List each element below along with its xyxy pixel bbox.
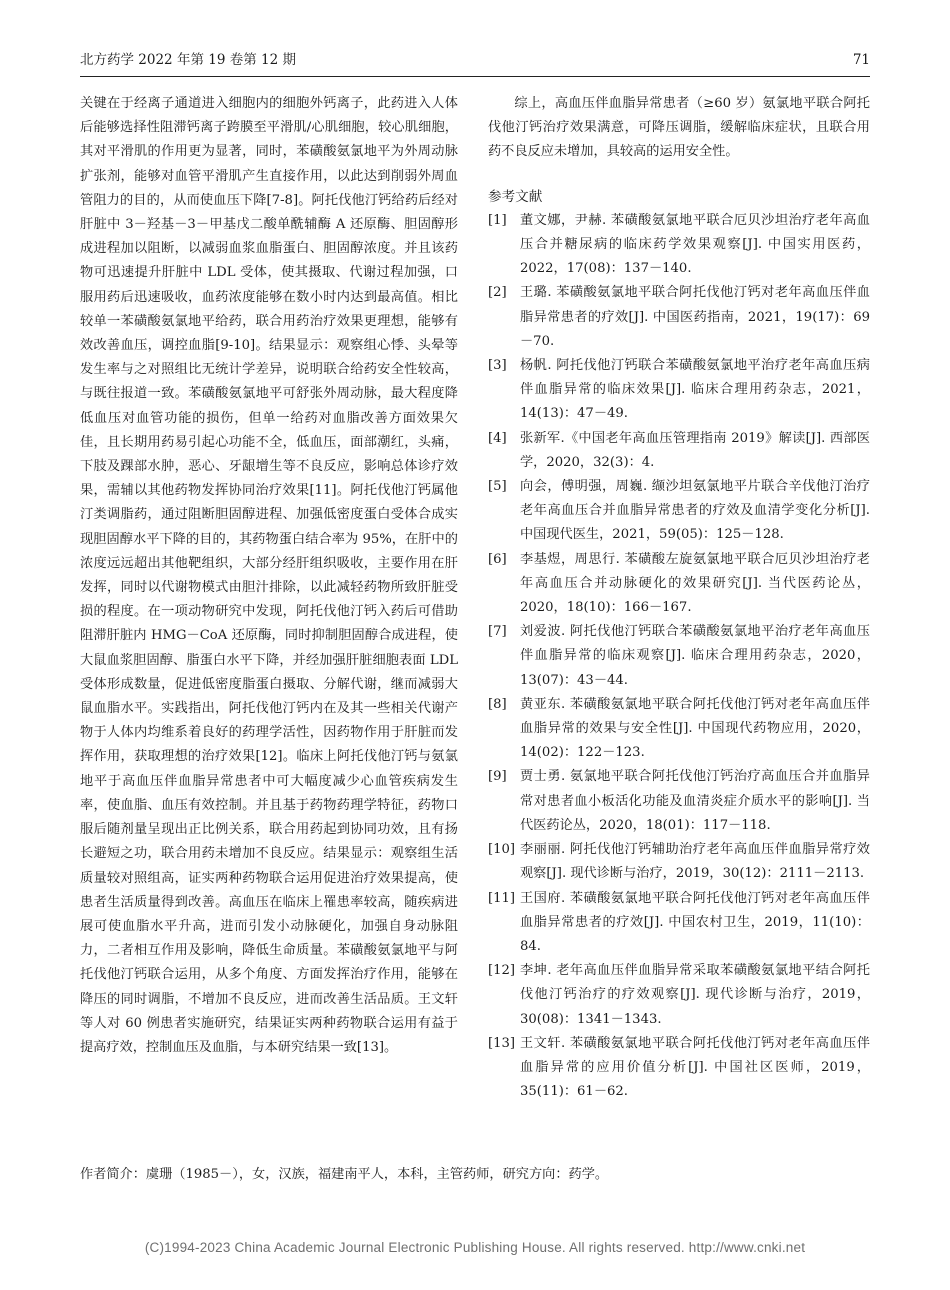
reference-text: 王璐. 苯磺酸氨氯地平联合阿托伐他汀钙对老年高血压伴血脂异常患者的疗效[J]. 中国医药指南，2021，19(17)：69－70. bbox=[520, 285, 870, 349]
reference-text: 李丽丽. 阿托伐他汀钙辅助治疗老年高血压伴血脂异常疗效观察[J]. 现代诊断与治疗，2019，30(12)：2111－2113. bbox=[520, 842, 870, 882]
reference-item bbox=[488, 354, 870, 427]
reference-number: [2] bbox=[488, 285, 507, 301]
reference-item bbox=[488, 427, 870, 475]
reference-text: 杨帆. 阿托伐他汀钙联合苯磺酸氨氯地平治疗老年高血压病伴血脂异常的临床效果[J]. 临床合理用药杂志，2021，14(13)：47－49. bbox=[520, 358, 870, 422]
reference-text: 向会，傅明强，周巍. 缬沙坦氨氯地平片联合辛伐他汀治疗老年高血压合并血脂异常患者的疗效及血清学变化分析[J]. 中国现代医生，2021，59(05)：125－128. bbox=[520, 479, 870, 543]
reference-text: 王国府. 苯磺酸氨氯地平联合阿托伐他汀钙对老年高血压伴血脂异常患者的疗效[J]. 中国农村卫生，2019，11(10)：84. bbox=[520, 890, 870, 954]
reference-item bbox=[488, 620, 870, 693]
reference-text: 张新军.《中国老年高血压管理指南 2019》解读[J]. 西部医学，2020，32(3)：4. bbox=[520, 430, 870, 470]
reference-item bbox=[488, 765, 870, 838]
reference-item bbox=[488, 475, 870, 548]
reference-text: 刘爱波. 阿托伐他汀钙联合苯磺酸氨氯地平治疗老年高血压伴血脂异常的临床观察[J]. 临床合理用药杂志，2020，13(07)：43－44. bbox=[520, 624, 870, 688]
conclusion-paragraph: 综上，高血压伴血脂异常患者（≥60 岁）氨氯地平联合阿托伐他汀钙治疗效果满意，可降压调脂，缓解临床症状，且联合用药不良反应未增加，具较高的运用安全性。 bbox=[488, 96, 870, 160]
reference-number: [3] bbox=[488, 358, 507, 374]
reference-list bbox=[488, 209, 870, 1105]
reference-number: [4] bbox=[488, 430, 507, 446]
reference-number: [5] bbox=[488, 479, 507, 495]
reference-number: [10] bbox=[488, 842, 516, 858]
reference-text: 王文轩. 苯磺酸氨氯地平联合阿托伐他汀钙对老年高血压伴血脂异常的应用价值分析[J]. 中国社区医师，2019，35(11)：61－62. bbox=[520, 1035, 870, 1100]
reference-text: 贾士勇. 氨氯地平联合阿托伐他汀钙治疗高血压合并血脂异常对患者血小板活化功能及血清炎症介质水平的影响[J]. 当代医药论丛，2020，18(01)：117－118. bbox=[520, 769, 870, 833]
reference-text: 黄亚东. 苯磺酸氨氯地平联合阿托伐他汀钙对老年高血压伴血脂异常的效果与安全性[J]. 中国现代药物应用，2020，14(02)：122－123. bbox=[520, 696, 870, 761]
running-header bbox=[80, 50, 870, 77]
author-bio: 作者简介：虞珊（1985－），女，汉族，福建南平人，本科，主管药师，研究方向：药学。 bbox=[80, 1167, 609, 1182]
reference-text: 董文娜，尹赫. 苯磺酸氨氯地平联合厄贝沙坦治疗老年高血压合并糖尿病的临床药学效果观察[J]. 中国实用医药，2022，17(08)：137－140. bbox=[520, 212, 870, 277]
references-heading: 参考文献 bbox=[488, 188, 543, 205]
reference-number: [13] bbox=[488, 1035, 516, 1051]
page-number: 71 bbox=[852, 52, 870, 68]
reference-number: [7] bbox=[488, 624, 507, 640]
reference-number: [12] bbox=[488, 963, 516, 979]
reference-item bbox=[488, 548, 870, 621]
reference-item bbox=[488, 209, 870, 282]
reference-number: [11] bbox=[488, 890, 516, 906]
reference-item bbox=[488, 838, 870, 886]
reference-text: 李基煜，周思行. 苯磺酸左旋氨氯地平联合厄贝沙坦治疗老年高血压合并动脉硬化的效果研究[J]. 当代医药论丛，2020，18(10)：166－167. bbox=[520, 551, 870, 616]
reference-item bbox=[488, 959, 870, 1032]
reference-number: [1] bbox=[488, 212, 507, 228]
reference-text: 李坤. 老年高血压伴血脂异常采取苯磺酸氨氯地平结合阿托伐他汀钙治疗的疗效观察[J]. 现代诊断与治疗，2019，30(08)：1341－1343. bbox=[520, 963, 870, 1027]
reference-number: [8] bbox=[488, 696, 507, 712]
reference-item bbox=[488, 887, 870, 960]
left-column bbox=[80, 92, 458, 1060]
reference-number: [6] bbox=[488, 551, 507, 567]
journal-issue: 北方药学 2022 年第 19 卷第 12 期 bbox=[80, 52, 296, 68]
right-column bbox=[488, 92, 870, 1104]
copyright-footer: (C)1994-2023 China Academic Journal Electronic Publishing House. All rights reserved. http://www.cnki.net bbox=[144, 1240, 806, 1255]
reference-item bbox=[488, 1032, 870, 1105]
reference-item bbox=[488, 693, 870, 766]
reference-number: [9] bbox=[488, 769, 507, 785]
reference-item bbox=[488, 281, 870, 354]
body-paragraph: 关键在于经离子通道进入细胞内的细胞外钙离子，此药进入人体后能够选择性阻滞钙离子跨膜至平滑肌/心肌细胞，较心肌细胞，其对平滑肌的作用更为显著，同时，苯磺酸氨氯地平为外周动脉扩张剂，能够对血管平滑肌产生直接作用，以此达到削弱外周血管阻力的目的，从而使血压下降[7-8]。阿托伐他汀钙给药后经对肝脏中 3－羟基－3－甲基戊二酸单酰辅酶 A 还原酶、胆固醇形成进程加以阻断，以减弱血浆血脂蛋白、胆固醇浓度。并且该药物可迅速提升肝脏中 LDL 受体，使其摄取、代谢过程加强，口服用药后迅速吸收，血药浓度能够在数小时内达到最高值。相比较单一苯磺酸氨氯地平给药，联合用药治疗效果更理想，能够有效改善血压，调控血脂[9-10]。结果显示：观察组心悸、头晕等发生率与之对照组比无统计学差异，说明联合给药安全性较高，与既往报道一致。苯磺酸氨氯地平可舒张外周动脉，最大程度降低血压对血管功能的损伤，但单一给药对血脂改善方面效果欠佳，且长期用药易引起心功能不全，低血压，面部潮红，头痛，下肢及踝部水肿，恶心、牙龈增生等不良反应，影响总体诊疗效果，需辅以其他药物发挥协同治疗效果[11]。阿托伐他汀钙属他汀类调脂药，通过阻断胆固醇进程、加强低密度蛋白受体合成实现胆固醇水平下降的目的，其药物蛋白结合率为 95%，在肝中的浓度远远超出其他靶组织，大部分经肝组织吸收，主要作用在肝发挥，同时以代谢物模式由胆汁排除，以此减轻药物所致肝脏受损的程度。在一项动物研究中发现，阿托伐他汀钙入药后可借助阻滞肝脏内 HMG－CoA 还原酶，同时抑制胆固醇合成进程，使大鼠血浆胆固醇、脂蛋白水平下降，并经加强肝脏细胞表面 LDL 受体形成数量，促进低密度脂蛋白摄取、分解代谢，继而减弱大鼠血脂水平。实践指出，阿托伐他汀钙内在及其一些相关代谢产物于人体内均维系着良好的药理学活性，因药物作用于肝脏而发挥作用，获取理想的治疗效果[12]。临床上阿托伐他汀钙与氨氯地平于高血压伴血脂异常患者中可大幅度减少心血管疾病发生率，使血脂、血压有效控制。并且基于药物药理学特征，药物口服后随剂量呈现出正比例关系，联合用药起到协同功效，且有扬长避短之功，联合用药未增加不良反应。结果显示：观察组生活质量较对照组高，证实两种药物联合运用促进治疗效果提高，使患者生活质量得到改善。高血压在临床上罹患率较高，随疾病进展可使血脂水平升高，进而引发小动脉硬化，加强自身动脉阻力，二者相互作用及影响，降低生命质量。苯磺酸氨氯地平与阿托伐他汀钙联合运用，从多个角度、方面发挥治疗作用，能够在降压的同时调脂，不增加不良反应，进而改善生活品质。王文轩等人对 60 例患者实施研究，结果证实两种药物联合运用有益于提高疗效，控制血压及血脂，与本研究结果一致[13]。 bbox=[80, 96, 458, 1055]
